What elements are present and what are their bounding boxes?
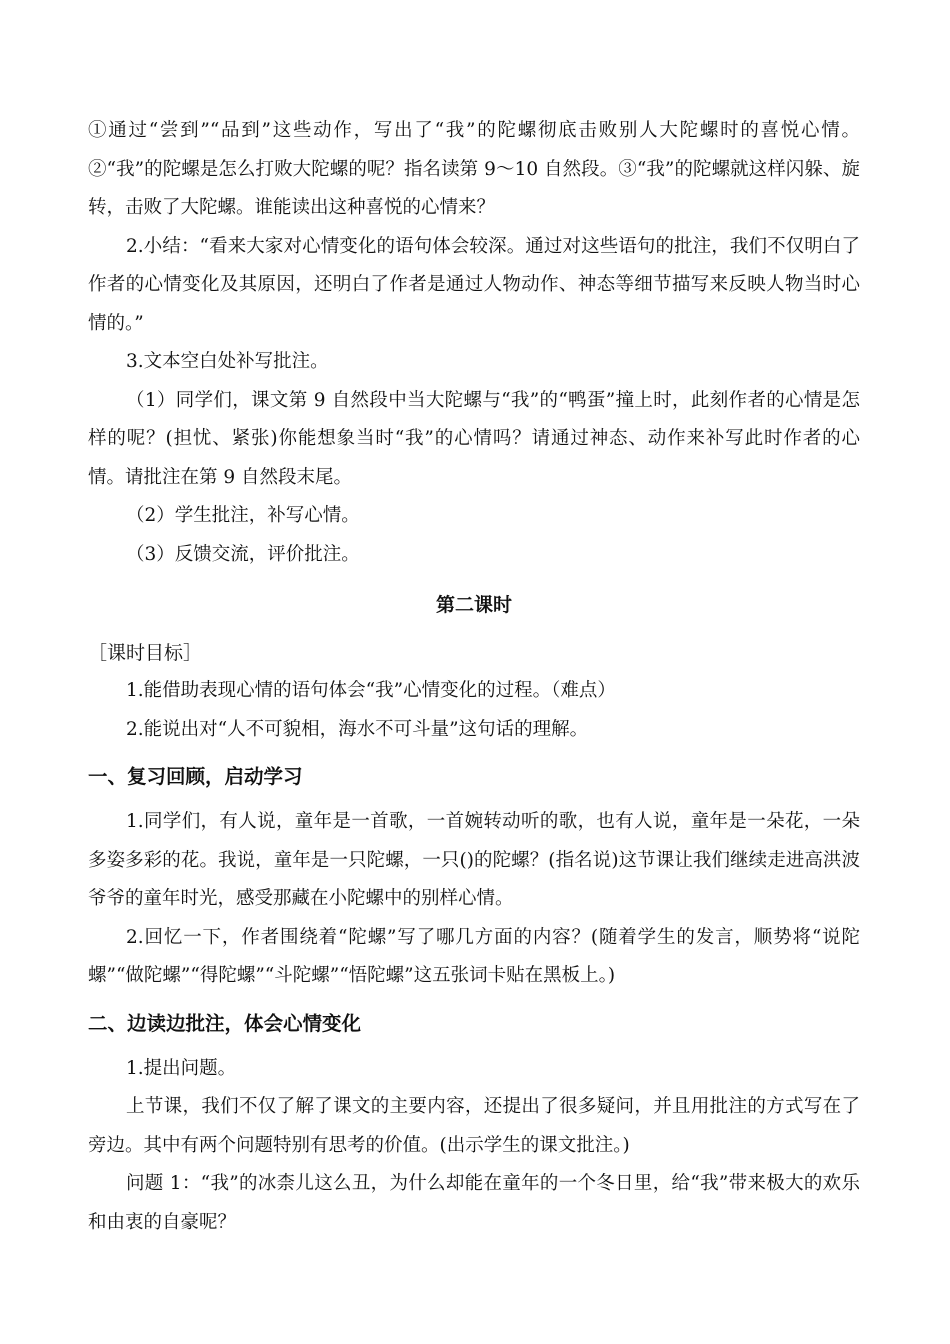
objective-item: 1.能借助表现心情的语句体会“我”心情变化的过程。（难点） bbox=[126, 680, 616, 701]
paragraph: 3.文本空白处补写批注。 bbox=[126, 351, 329, 372]
document-page bbox=[88, 112, 860, 1242]
objective-item: 2.能说出对“人不可貌相，海水不可斗量”这句话的理解。 bbox=[126, 718, 589, 740]
paragraph: 1.同学们，有人说，童年是一首歌，一首婉转动听的歌，也有人说，童年是一朵花，一朵多姿多彩的花。我说，童年是一只陀螺，一只()的陀螺？(指名说)这节课让我们继续走进高洪波爷爷的童年时光，感受那藏在小陀螺中的别样心情。 bbox=[88, 811, 860, 909]
paragraph: （3）反馈交流，评价批注。 bbox=[126, 543, 360, 565]
paragraph: （1）同学们，课文第 9 自然段中当大陀螺与“我”的“鸭蛋”撞上时，此刻作者的心情是怎样的呢？(担忧、紧张)你能想象当时“我”的心情吗？请通过神态、动作来补写此时作者的心情。请批注在第 9 自然段末尾。 bbox=[88, 389, 860, 488]
paragraph: 问题 1：“我”的冰柰儿这么丑，为什么却能在童年的一个冬日里，给“我”带来极大的欢乐和由衷的自豪呢？ bbox=[88, 1173, 860, 1233]
section-title: 二、边读边批注，体会心情变化 bbox=[88, 1011, 362, 1035]
paragraph: 2.回忆一下，作者围绕着“陀螺”写了哪几方面的内容？(随着学生的发言，顺势将“说陀螺”“做陀螺”“得陀螺”“斗陀螺”“悟陀螺”这五张词卡贴在黑板上。) bbox=[88, 926, 860, 986]
paragraph: ①通过“尝到”“品到”这些动作，写出了“我”的陀螺彻底击败别人大陀螺时的喜悦心情。②“我”的陀螺是怎么打败大陀螺的呢？指名读第 9～10 自然段。③“我”的陀螺就这样闪躲、旋转，击败了大陀螺。谁能读出这种喜悦的心情来？ bbox=[88, 120, 860, 218]
paragraph: 2.小结：“看来大家对心情变化的语句体会较深。通过对这些语句的批注，我们不仅明白了作者的心情变化及其原因，还明白了作者是通过人物动作、神态等细节描写来反映人物当时心情的。” bbox=[88, 235, 860, 334]
paragraph: 上节课，我们不仅了解了课文的主要内容，还提出了很多疑问，并且用批注的方式写在了旁边。其中有两个问题特别有思考的价值。(出示学生的课文批注。) bbox=[88, 1096, 860, 1156]
section-title: 一、复习回顾，启动学习 bbox=[88, 765, 303, 788]
lesson-title: 第二课时 bbox=[435, 594, 512, 616]
objectives-title: ［课时目标］ bbox=[88, 642, 203, 664]
paragraph: 1.提出问题。 bbox=[126, 1057, 237, 1079]
paragraph: （2）学生批注，补写心情。 bbox=[126, 505, 360, 526]
